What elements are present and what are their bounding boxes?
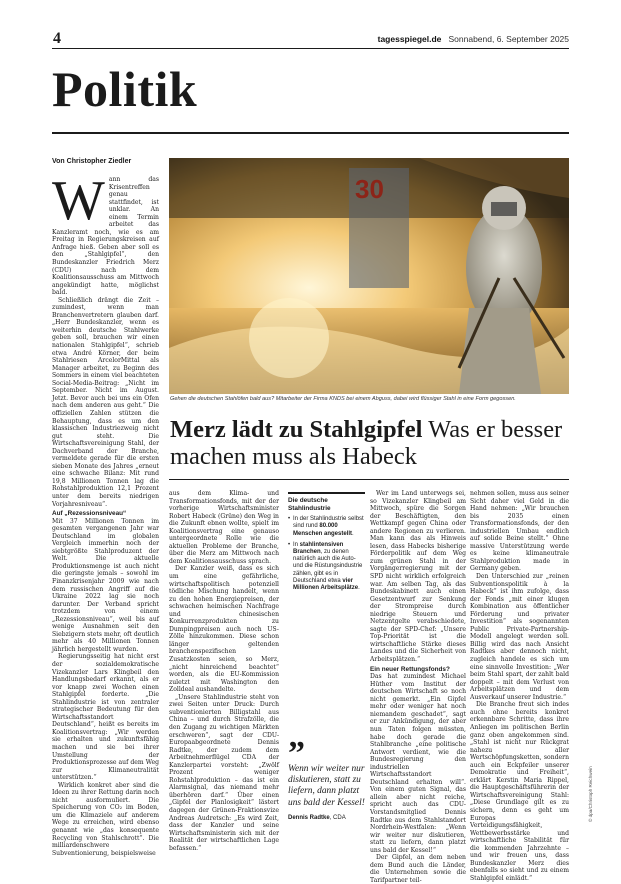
article-column-4	[370, 490, 466, 884]
lead-paragraph: ann das Krisentreffen genau stattfindet, ist unklar. An einem Termin arbeitet das Kanzleramt noch, wie es am Freitag in Regierungskreisen auf Anfrage hieß. Geben aber soll es den „Stahlgipfel“, den Bundeskanzler Friedrich Merz (CDU) nach dem Koalitionsausschuss am Mittwoch angekündigt hatte, möglichst bald.	[52, 176, 159, 297]
article-column-2	[169, 490, 279, 852]
paragraph: Wirklich konkret aber sind die Ideen zu ihrer Rettung darin noch nicht ausformuliert. Die Speicherung von CO₂ im Boden, um die Klimaziele auf anderem Wege zu erreichen, wird ebenso genannt wie „das konsequente Recycling von Stahlschrott“. Die milliardenschwere Subventionierung, beispielsweise	[52, 781, 159, 857]
headline-rest: Was er besser machen muss als Habeck	[170, 416, 563, 470]
paragraph: aus dem Klima- und Transformationsfonds, mit der der vorherige Wirtschaftsminister Robert Habeck (Grüne) den Weg in die Zukunft ebnen wollte, spielt im Koalitionsvertrag eine genauso untergeordnete Rolle wie die aktuellen Probleme der Branche, über die Merz am Mittwoch nach dem Koalitionsausschuss sprach.	[169, 490, 279, 565]
article-photo	[169, 158, 569, 394]
paragraph: Den Unterschied zur „reinen Subventionspolitik à la Habeck“ ist ihm zufolge, dass der Fonds „mit einer klugen Kombination aus öffentlicher Förderung und privater Investition“ als sogenannten Public Private-Partnership-Modell angelegt werden soll. Billig wird das nach Ansicht Radtkes aber dennoch nicht, zugleich handele es sich um eine sinnvolle Investition: „Wer beim Stahl spart, der zahlt bald doppelt – mit dem Verlust von Arbeitsplätzen und dem Ausverkauf unserer Industrie.“	[470, 573, 569, 701]
subheading: Auf „Rezessionsniveau“	[52, 510, 127, 518]
quote-text: Wenn wir weiter nur diskutieren, statt zu liefern, dann platzt uns bald der Kessel!	[288, 764, 365, 808]
paragraph: Schließlich drängt die Zeit – zumindest, wenn man Branchenvertretern glauben darf. „Herr Bundeskanzler, wenn es weiterhin deutsche Stahlwerke geben soll, brauchen wir einen nationalen Stahlgipfel“, schrieb etwa André Körner, der beim Stahlriesen ArcelorMittal als Manager arbeitet, zu Beginn des Sommers in einem viel beachteten Social-Media-Beitrag: „Nicht im September. Nicht im August. Jetzt. Bevor auch bei uns ein Ofen nach dem anderen aus geht.“ Die offiziellen Zahlen stützen die Behauptung, dass es um den klassischen Industriezweig nicht gut steht. Die Wirtschaftsvereinigung Stahl, der Dachverband der Branche, vermeldete gerade für die ersten sieben Monate des Jahres „erneut eine schwache Bilanz: Mit rund 19,8 Millionen Tonnen lag die Rohstahlproduktion 12,1 Prozent unter dem bereits niedrigen Vorjahresniveau“.	[52, 296, 159, 508]
issue-date: Sonnabend, 6. September 2025	[448, 34, 569, 44]
site-name[interactable]: tagesspiegel.de	[377, 34, 442, 44]
subheading: Ein neuer Rettungsfonds?	[370, 665, 450, 673]
pull-quote	[288, 735, 366, 821]
paragraph: nehmen sollen, muss aus seiner Sicht daher viel Geld in die Hand nehmen: „Wir brauchen bis 2035 einen Transformationsfonds, der den industriellen Umbau endlich auf solide Beine stellt.“ Ohne massive Unterstützung werde es keine klimaneutrale Stahlproduktion made in Germany geben.	[470, 490, 569, 573]
byline: Von Christopher Ziedler	[52, 158, 132, 165]
article-column-5	[470, 490, 569, 882]
paragraph: Wer im Land unterwegs sei, so Vizekanzler Klingbeil am Mittwoch, spüre die Sorgen der Beschäftigten, den Wettkampf gegen China oder andere Regionen zu verlieren. Man kann das als Hinweis lesen, dass Habecks bisherige Förderpolitik auf dem Weg zum grünen Stahl in der Vorgängerregierung mit der SPD nicht wirklich erfolgreich war. Am selben Tag, als das Bundeskabinett auch einen Gesetzentwurf zur Senkung der Strompreise durch niedrige Steuern und Netzentgelte verabschiedete, sagte der SPD-Chef: „Unsere Top-Priorität ist die wirtschaftliche Stärke dieses Landes und die Sicherheit von Arbeitsplätzen.“	[370, 490, 466, 664]
paragraph: Das hat zumindest Michael Hüther vom Institut der deutschen Wirtschaft so noch nicht gemerkt. „Ein Gipfel mehr oder weniger hat noch niemandem geschadet“, sagt er zur Ankündigung, der aber nun Taten folgen müssten, habe doch gerade die Stahlbranche „eine politische Antwort verdient, wie die Bundesregierung den industriellen Wirtschaftsstandort Deutschland erhalten will“. Von einem guten Signal, das allein aber nicht reiche, spricht auch das CDU-Vorstandsmitglied Dennis Radtke aus dem Stahlstandort Nordrhein-Westfalen: „Wenn wir weiter nur diskutieren, statt zu liefern, dann platzt uns bald der Kessel!“	[370, 673, 466, 854]
headline	[170, 416, 570, 470]
infobox-item: • In stahlintensiven Branchen, zu denen natürlich auch die Auto- und die Rüstungsindustrie zählen, gibt es in Deutschland etwa vier Millionen Arbeitsplätze.	[288, 542, 365, 592]
section-rule	[52, 132, 569, 134]
section-title: Politik	[52, 61, 198, 117]
drop-cap: W	[52, 170, 105, 232]
headline-rule	[169, 479, 569, 480]
paragraph: „Unsere Stahlindustrie steht von zwei Seiten unter Druck: Durch subventionierten Billigstahl aus China – und durch Strafzölle, die den Zugang zu wichtigen Märkten erschweren“, sagt der CDU-Europaabgeordnete Dennis Radtke, der zudem dem Arbeitnehmerflügel CDA der Kanzlerpartei vorsteht: „Zwölf Prozent weniger Rohstahlproduktion – das ist ein Alarmsignal, das niemand mehr überhören darf.“ Über einen „Gipfel der Planlosigkeit“ lästert dagegen der Grünen-Fraktionsvize Andreas Audretsch: „Es wird Zeit, dass der Kanzler und seine Wirtschaftsministerin sich mit der Realität der wirtschaftlichen Lage befassen.“	[169, 693, 279, 852]
infobox	[288, 497, 365, 596]
header-rule	[52, 48, 569, 49]
infobox-item: • In der Stahlindustrie selbst sind rund 80.000 Menschen angestellt.	[288, 516, 365, 538]
photo-credit: © dpa/Christoph Reichwein	[588, 766, 593, 822]
paragraph: Mit 37 Millionen Tonnen im gesamten vergangenen Jahr war Deutschland im globalen Vergleich immerhin noch der siebtgrößte Stahlproduzent der Welt. Die aktuelle Produktionsmenge ist auch nicht die geringste jemals – sowohl im Finanzkrisenjahr 2009 wie nach dem russischen Angriff auf die Ukraine 2022 lag sie noch darunter. Der Verband spricht trotzdem von einem „Rezessionsniveau“, weil bis auf wenige Ausnahmen seit den Siebzigern stets mehr, oft deutlich mehr als 40 Millionen Tonnen jährlich hergestellt wurden.	[52, 517, 159, 653]
quote-source: Dennis Radtke, CDA	[288, 814, 346, 821]
article-column-1	[52, 170, 159, 857]
paragraph: Die Branche freut sich indes auch ohne bereits konkret erkennbare Schritte, dass ihre Anliegen im politischen Berlin ganz oben angekommen sind. „Stahl ist nicht nur Rückgrat nahezu aller Wertschöpfungsketten, sondern auch ein Eckpfeiler unserer Demokratie und Freiheit“, erklärt Kerstin Maria Rippel, die Hauptgeschäftsführerin der Wirtschaftsvereinigung Stahl: „Diese Grundlage gilt es zu sichern, denn es geht um Europas Verteidigungsfähigkeit, Wettbewerbsstärke und wirtschaftliche Stabilität für die kommenden Jahrzehnte – und wir freuen uns, dass Bundeskanzler Merz dies ebenfalls so sieht und zu einem Stahlgipfel einlädt.“	[470, 701, 569, 882]
paragraph: Der Kanzler weiß, dass es sich um eine gefährliche, wirtschaftspolitisch potenziell tödliche Mischung handelt, wenn zu den hohen Energiepreisen, der schwachen heimischen Nachfrage und chinesischen Konkurrenzprodukten zu Dumpingpreisen auch noch US-Zölle hinzukommen. Diese schon länger geltenden branchenspezifischen Zusatzkosten seien, so Merz, „nicht hinreichend beachtet“ worden, als die EU-Kommission zuletzt mit Washington den Zolldeal aushandelte.	[169, 565, 279, 694]
paragraph: Der Gipfel, an dem neben dem Bund auch die Länder, die Unternehmen sowie die Tarifpartner teil-	[370, 854, 466, 884]
quote-marks-icon: ”	[288, 735, 305, 772]
photo-marking: 30	[355, 174, 384, 204]
infobox-rule	[288, 492, 365, 494]
page-number: 4	[53, 30, 61, 47]
masthead	[378, 34, 569, 44]
headline-main: Merz lädt zu Stahlgipfel	[170, 416, 423, 443]
photo-caption: Gehen die deutschen Stahlöfen bald aus? Mitarbeiter der Firma KNDS bei einem Abguss, dabei wird flüssiger Stahl in eine Form gegossen.	[170, 396, 516, 402]
infobox-title: Die deutsche Stahlindustrie	[288, 497, 331, 512]
paragraph: Regierungsseitig hat nicht erst der sozialdemokratische Vizekanzler Lars Klingbeil den Handlungsbedarf erkannt, als er vor knapp zwei Wochen einen Stahlgipfel forderte. „Die Stahlindustrie ist von zentraler strategischer Bedeutung für den Wirtschaftsstandort Deutschland“, heißt es bereits im Koalitionsvertrag: „Wir werden sie erhalten und zukunftsfähig machen und sie bei ihrer Umstellung der Produktionsprozesse auf dem Weg zur Klimaneutralität unterstützen.“	[52, 653, 159, 782]
